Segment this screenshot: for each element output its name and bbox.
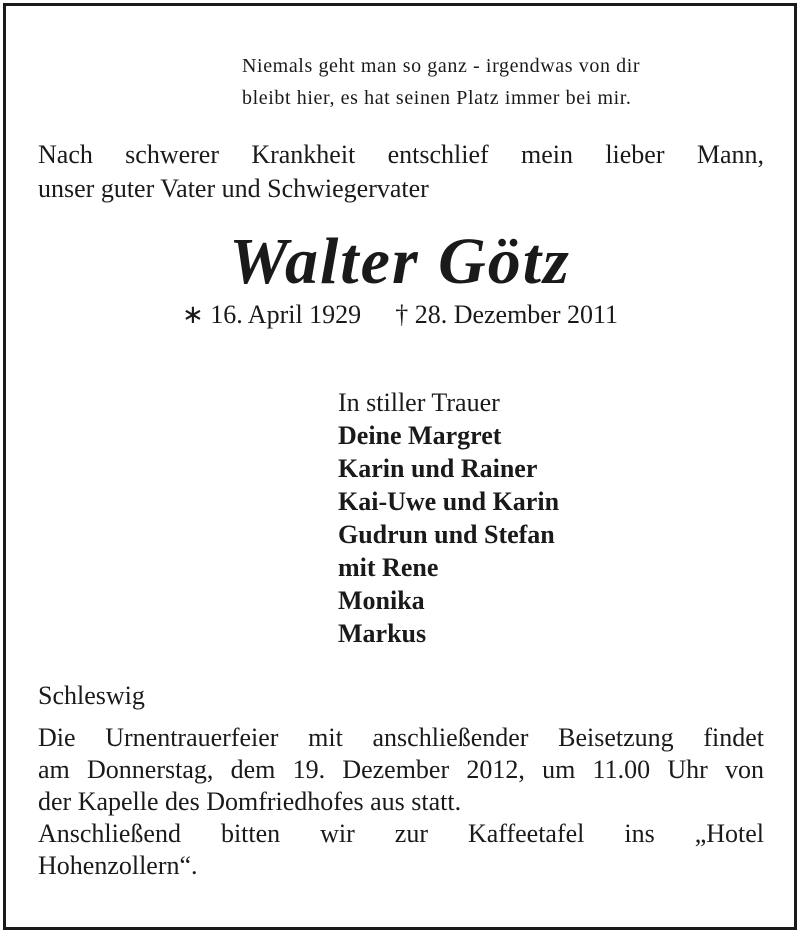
mourner-name: Kai-Uwe und Karin — [338, 487, 560, 516]
intro-text — [38, 138, 764, 206]
birth-date: ∗ 16. April 1929 — [181, 300, 362, 329]
mourners-heading: In stiller Trauer — [338, 388, 500, 417]
motto-quote — [242, 50, 762, 114]
funeral-details — [38, 722, 764, 882]
funeral-line-1: Die Urnentrauerfeier mit anschließender Beisetzung findet — [38, 723, 764, 752]
deceased-name: Walter Götz — [229, 225, 571, 298]
motto-line-1: Niemals geht man so ganz - irgendwas von dir — [242, 55, 641, 77]
mourner-name: Gudrun und Stefan — [338, 520, 555, 549]
life-dates — [0, 298, 800, 332]
funeral-line-4: Anschließend bitten wir zur Kaffeetafel ins „Hotel — [38, 819, 764, 848]
mourner-name: Deine Margret — [338, 421, 502, 450]
death-date: † 28. Dezember 2011 — [395, 300, 619, 329]
funeral-line-5: Hohenzollern“. — [38, 851, 198, 880]
mourner-name: Markus — [338, 619, 427, 648]
intro-line-1: Nach schwerer Krankheit entschlief mein lieber Mann, — [38, 140, 764, 169]
place-name: Schleswig — [38, 681, 145, 710]
mourner-name: Karin und Rainer — [338, 454, 538, 483]
motto-line-2: bleibt hier, es hat seinen Platz immer bei mir. — [242, 87, 632, 109]
mourner-name: Monika — [338, 586, 425, 615]
mourners-list — [338, 386, 758, 650]
intro-line-2: unser guter Vater und Schwiegervater — [38, 174, 429, 203]
funeral-line-2: am Donnerstag, dem 19. Dezember 2012, um 11.00 Uhr von — [38, 755, 764, 784]
mourner-name: mit Rene — [338, 553, 439, 582]
funeral-line-3: der Kapelle des Domfriedhofes aus statt. — [38, 787, 462, 816]
